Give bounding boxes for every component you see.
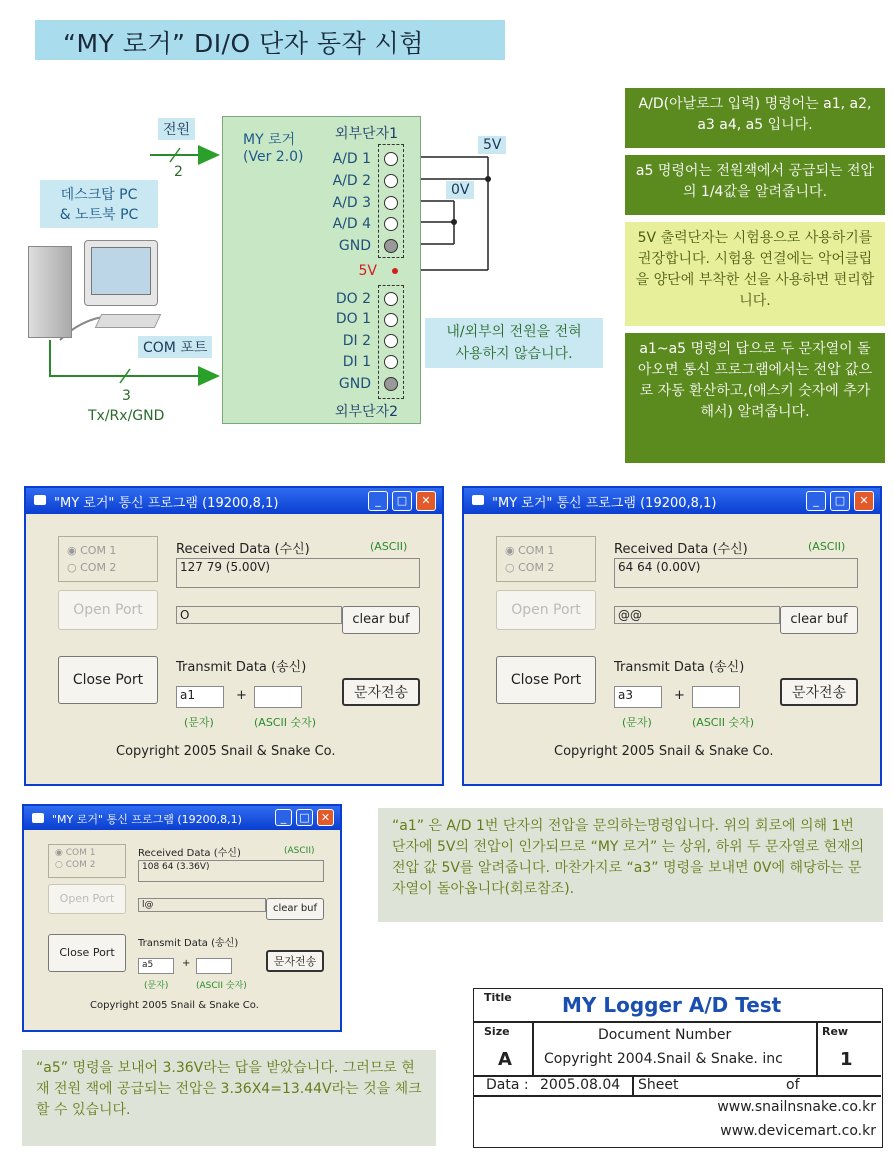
rev-label: Rew	[822, 1025, 849, 1038]
ascii-num-label: (ASCII 숫자)	[196, 981, 247, 991]
plus-sign: +	[182, 958, 191, 969]
date-value: 2005.08.04	[540, 1077, 621, 1093]
clear-buf-button[interactable]: clear buf	[342, 606, 420, 634]
ext-terminal-1: 외부단자1	[335, 126, 399, 142]
title-banner	[35, 20, 505, 60]
clear-buf-button[interactable]: clear buf	[780, 606, 858, 634]
transmit-label: Transmit Data (송신)	[176, 660, 307, 675]
com-port-group	[58, 536, 158, 582]
minimize-icon[interactable]: _	[806, 491, 826, 511]
pin-label: GND	[338, 376, 371, 392]
send-button[interactable]: 문자전송	[780, 678, 858, 706]
close-port-button[interactable]: Close Port	[496, 656, 596, 704]
open-port-button[interactable]: Open Port	[496, 590, 596, 630]
desc-a1-a3: “a1” 은 A/D 1번 단자의 전압을 문의하는명령입니다. 위의 회로에 의해 1번 단자에 5V의 전압이 인가되므로 “MY 로거” 는 상위, 하위 두 문자열로 현재의 전압 값 5V를 알려줍니다. 마찬가지로 “a3” 명령을 보내면 0V에 해당하는 문자열이 돌아옵니다(회로참조).	[378, 808, 883, 922]
minimize-icon[interactable]: _	[368, 491, 388, 511]
radio-com2[interactable]: ○ COM 2	[55, 860, 96, 870]
power-label: 전원	[158, 118, 195, 140]
app-icon	[34, 495, 46, 505]
transmit-label: Transmit Data (송신)	[138, 938, 239, 949]
received-field: 64 64 (0.00V)	[614, 558, 858, 588]
pin-do2	[384, 292, 398, 306]
send-button[interactable]: 문자전송	[266, 950, 324, 972]
title-block	[473, 988, 883, 1148]
ascii-label: (ASCII)	[808, 540, 846, 553]
pin-label: DO 1	[335, 311, 371, 327]
ext-terminal-2: 외부단자2	[335, 404, 399, 420]
radio-com2[interactable]: ○ COM 2	[505, 561, 555, 574]
com1-label: COM 1	[518, 544, 555, 557]
app-icon	[32, 813, 44, 823]
close-icon[interactable]: ✕	[854, 491, 874, 511]
pin-label: A/D 4	[332, 216, 371, 232]
received-field: 127 79 (5.00V)	[176, 558, 420, 588]
maximize-icon[interactable]: □	[296, 809, 313, 826]
ascii-label: (ASCII)	[284, 846, 315, 856]
pin-ad2	[384, 174, 398, 188]
logger-name: MY 로거	[243, 132, 296, 148]
copyright: Copyright 2005 Snail & Snake Co.	[554, 744, 774, 759]
title-bar[interactable]	[26, 488, 442, 514]
date-label: Data :	[486, 1077, 529, 1093]
desc-a5: “a5” 명령을 보내어 3.36V라는 답을 받았습니다. 그러므로 현재 전원 잭에 공급되는 전압은 3.36X4=13.44V라는 것을 체크할 수 있습니다.	[22, 1050, 436, 1146]
pin-do1	[384, 313, 398, 327]
radio-com1[interactable]: ◉ COM 1	[505, 544, 555, 557]
com2-label: COM 2	[80, 561, 117, 574]
com-wire-count: 3	[122, 388, 131, 404]
tx-char-input[interactable]: a3	[614, 686, 662, 708]
power-note-line-1: 내/외부의 전원을 전혀	[446, 324, 582, 340]
pin-gnd-1	[384, 239, 398, 253]
copyright: Copyright 2005 Snail & Snake Co.	[116, 744, 336, 759]
pin-label: A/D 3	[332, 195, 371, 211]
logger-version: (Ver 2.0)	[243, 149, 304, 165]
pin-di2	[384, 334, 398, 348]
note-conversion: a1~a5 명령의 답으로 두 문자열이 돌아오면 통신 프로그램에서는 전압 값으로 자동 환산하고,(애스키 숫자에 추가해서) 알려줍니다.	[625, 333, 885, 463]
pin-label: A/D 1	[332, 151, 371, 167]
buffer-field: l@	[138, 898, 266, 912]
buffer-field: @@	[614, 606, 780, 624]
url-snailnsnake[interactable]: www.snailnsnake.co.kr	[717, 1099, 876, 1115]
pin-5v-label: 5V	[358, 263, 377, 279]
power-note-line-2: 사용하지 않습니다.	[455, 346, 573, 362]
pin-ad3	[384, 196, 398, 210]
close-icon[interactable]: ✕	[317, 809, 334, 826]
ascii-label: (ASCII)	[370, 540, 408, 553]
com1-label: COM 1	[80, 544, 117, 557]
pin-ad1	[384, 152, 398, 166]
plus-sign: +	[236, 688, 247, 703]
copyright: Copyright 2005 Snail & Snake Co.	[90, 1000, 259, 1011]
window-title: "MY 로거" 통신 프로그램 (19200,8,1)	[492, 496, 717, 511]
clear-buf-button[interactable]: clear buf	[266, 898, 324, 920]
received-label: Received Data (수신)	[138, 848, 241, 859]
char-label: (문자)	[622, 716, 652, 729]
tx-ascii-input[interactable]	[254, 686, 302, 708]
tx-char-input[interactable]: a1	[176, 686, 224, 708]
com-port-group	[496, 536, 596, 582]
power-wire-count: 2	[174, 164, 183, 180]
com-signals: Tx/Rx/GND	[88, 408, 165, 424]
title-value: MY Logger A/D Test	[562, 993, 782, 1017]
com-port-label: COM 포트	[138, 336, 212, 358]
pin-gnd-2	[384, 377, 398, 391]
com-port-group	[48, 844, 126, 878]
pc-label-1: 데스크탑 PC	[60, 187, 138, 203]
radio-com1[interactable]: ◉ COM 1	[67, 544, 117, 557]
close-port-button[interactable]: Close Port	[48, 934, 126, 972]
size-label: Size	[484, 1025, 510, 1038]
pin-di1	[384, 355, 398, 369]
of-label: of	[786, 1077, 800, 1093]
title-label: Title	[484, 991, 512, 1004]
doc-number-label: Document Number	[598, 1027, 732, 1043]
close-port-button[interactable]: Close Port	[58, 656, 158, 704]
buffer-field: O	[176, 606, 342, 624]
pc-label-2: & 노트북 PC	[59, 207, 139, 223]
pin-label: A/D 2	[332, 173, 371, 189]
power-note	[425, 318, 603, 368]
close-icon[interactable]: ✕	[416, 491, 436, 511]
desktop-pc-icon	[28, 240, 158, 350]
radio-com2[interactable]: ○ COM 2	[67, 561, 117, 574]
char-label: (문자)	[184, 716, 214, 729]
ascii-num-label: (ASCII 숫자)	[692, 716, 755, 729]
pin-ad4	[384, 217, 398, 231]
window-title: "MY 로거" 통신 프로그램 (19200,8,1)	[52, 813, 242, 826]
plus-sign: +	[674, 688, 685, 703]
open-port-button[interactable]: Open Port	[48, 884, 126, 914]
page-title: “MY 로거” DI/O 단자 동작 시험	[63, 29, 424, 58]
pin-5v	[392, 268, 398, 274]
note-ad-commands: A/D(아날로그 입력) 명령어는 a1, a2, a3 a4, a5 입니다.	[625, 88, 885, 148]
pin-label: DI 1	[342, 354, 371, 370]
logger-box	[222, 116, 421, 424]
ascii-num-label: (ASCII 숫자)	[254, 716, 317, 729]
received-field: 108 64 (3.36V)	[138, 860, 324, 882]
minimize-icon[interactable]: _	[275, 809, 292, 826]
window-title: "MY 로거" 통신 프로그램 (19200,8,1)	[54, 496, 279, 511]
app-icon	[472, 495, 484, 505]
title-bar[interactable]	[24, 806, 340, 830]
tx-ascii-input[interactable]	[692, 686, 740, 708]
open-port-button[interactable]: Open Port	[58, 590, 158, 630]
note-a5-command: a5 명령어는 전원잭에서 공급되는 전압의 1/4값을 알려줍니다.	[625, 155, 885, 215]
pin-label: GND	[338, 238, 371, 254]
pc-label-box	[40, 180, 158, 228]
maximize-icon[interactable]: □	[830, 491, 850, 511]
pin-label: DI 2	[342, 333, 371, 349]
size-value: A	[498, 1049, 512, 1070]
comm-window-1	[24, 486, 444, 786]
com2-label: COM 2	[518, 561, 555, 574]
label-5v: 5V	[478, 136, 506, 154]
send-button[interactable]: 문자전송	[342, 678, 420, 706]
title-bar[interactable]	[464, 488, 880, 514]
label-0v: 0V	[446, 181, 474, 199]
sheet-label: Sheet	[638, 1077, 679, 1093]
note-5v-output: 5V 출력단자는 시험용으로 사용하기를 권장합니다. 시험용 연결에는 악어클립을 양단에 부착한 선을 사용하면 편리합니다.	[625, 222, 885, 326]
tx-ascii-input[interactable]	[196, 958, 232, 974]
com1-label: COM 1	[65, 848, 96, 858]
transmit-label: Transmit Data (송신)	[614, 660, 745, 675]
com2-label: COM 2	[65, 860, 96, 870]
comm-window-3	[22, 804, 342, 1032]
maximize-icon[interactable]: □	[392, 491, 412, 511]
tx-char-input[interactable]: a5	[138, 958, 174, 974]
doc-number-value: Copyright 2004.Snail & Snake. inc	[544, 1051, 783, 1067]
rev-value: 1	[840, 1049, 853, 1070]
radio-com1[interactable]: ◉ COM 1	[55, 848, 96, 858]
comm-window-2	[462, 486, 882, 786]
received-label: Received Data (수신)	[176, 542, 310, 557]
char-label: (문자)	[144, 981, 169, 991]
pin-label: DO 2	[335, 291, 371, 307]
url-devicemart[interactable]: www.devicemart.co.kr	[720, 1123, 876, 1139]
received-label: Received Data (수신)	[614, 542, 748, 557]
